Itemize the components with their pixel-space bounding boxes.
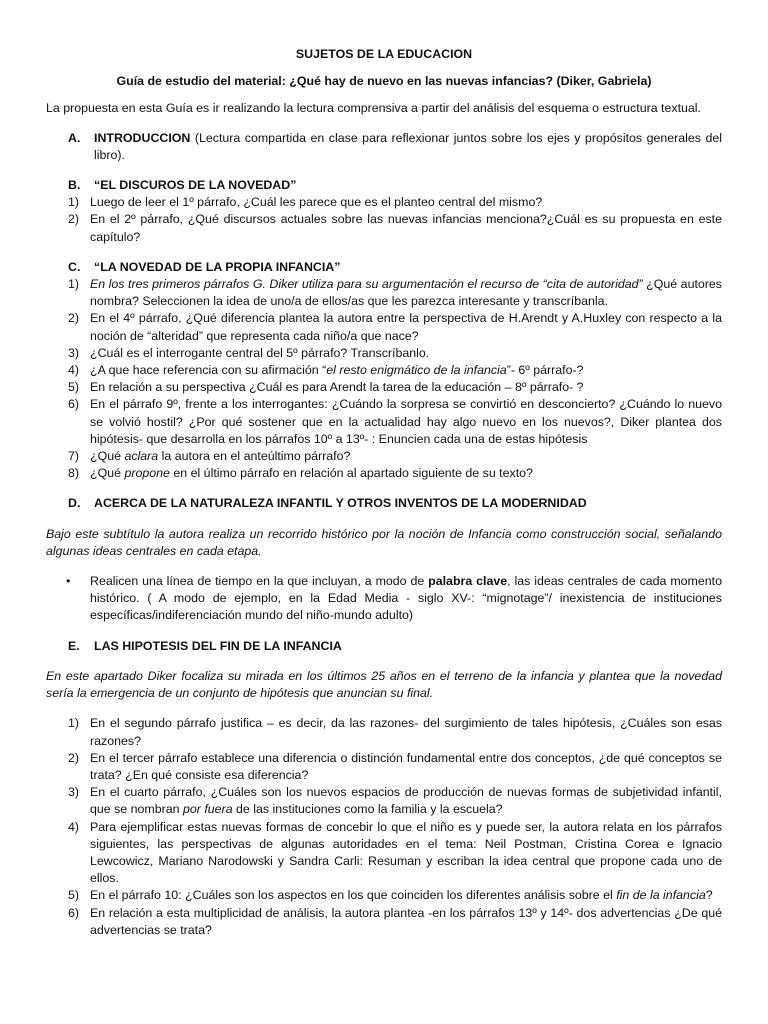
item-number: 8) — [68, 466, 80, 481]
section-a-text — [94, 130, 722, 164]
item-text-b: la autora en el anteúltimo párrafo? — [158, 449, 351, 464]
item-italic-text: fin de la infancia — [616, 888, 706, 903]
document-subtitle: Guía de estudio del material: ¿Qué hay de nuevo en las nuevas infancias? (Diker, Gabriela) — [116, 74, 652, 89]
section-e-paragraph: En este apartado Diker focaliza su mirada en los últimos 25 años en el terreno de la infancia y plantea que la novedad sería la emergencia de un conjunto de hipótesis que anuncian su final. — [46, 668, 722, 701]
bullet-text — [90, 573, 722, 625]
section-a — [68, 130, 722, 164]
section-a-desc: (Lectura compartida en clase para reflexionar juntos sobre los ejes y propósitos generales del libro). — [94, 130, 722, 162]
item-text: En el tercer párrafo establece una diferencia o distinción fundamental entre dos conceptos, ¿de qué conceptos se trata? ¿En qué consiste esa diferencia? — [90, 750, 722, 782]
list-item — [46, 310, 722, 344]
item-number: 1) — [68, 195, 80, 210]
item-text-a: ¿Qué — [90, 449, 125, 464]
item-text: Luego de leer el 1º párrafo, ¿Cuál les parece que es el planteo central del mismo? — [90, 195, 543, 210]
item-italic-text: propone — [124, 466, 170, 481]
item-number: 4) — [68, 819, 80, 834]
list-item — [46, 276, 722, 310]
section-d-paragraph: Bajo este subtítulo la autora realiza un recorrido histórico por la noción de Infancia como construcción social, señalando algunas ideas centrales en cada etapa. — [46, 526, 722, 558]
item-text — [90, 784, 722, 818]
item-text — [90, 362, 722, 379]
section-d — [68, 495, 722, 512]
list-item — [46, 194, 722, 211]
list-item — [46, 362, 722, 379]
item-italic-text: aclara — [124, 449, 159, 464]
list-item — [46, 887, 722, 904]
bullet-icon: • — [66, 574, 71, 589]
section-b — [68, 177, 722, 194]
intro-paragraph: La propuesta en esta Guía es ir realizando la lectura comprensiva a partir del análisis del esquema o estructura textual. — [46, 101, 701, 116]
list-item — [46, 784, 722, 818]
section-heading: “EL DISCUROS DE LA NOVEDAD” — [94, 178, 297, 193]
section-c — [68, 259, 722, 276]
bullet-text-b: , las ideas centrales de cada momento histórico. ( A modo de ejemplo, en la Edad Media - siglo XV-: “mignotage”/ inexistencia de instituciones específicas/indiferenciación mundo del niño-mundo adulto) — [90, 574, 722, 623]
section-letter: C. — [68, 259, 81, 274]
item-number: 1) — [68, 277, 80, 292]
item-number: 5) — [68, 380, 80, 395]
section-heading: INTRODUCCION — [94, 130, 191, 145]
item-number: 6) — [68, 905, 80, 920]
item-text-b: en el último párrafo en relación al apartado siguiente de su texto? — [169, 466, 533, 481]
item-text: Para ejemplificar estas nuevas formas de concebir lo que el niño es y puede ser, la autora relata en los párrafos siguientes, las perspectivas de algunas autoridades en el tema: Neil Postman, Cristina Corea e Ignacio Lewcowicz, Mariano Narodowski y Sandra Carli: Resuman y escriban la idea central que propone cada uno de ellos. — [90, 819, 722, 886]
item-number: 2) — [68, 750, 80, 765]
list-item — [46, 819, 722, 888]
item-italic-text: el resto enigmático de la infancia — [326, 363, 507, 378]
section-heading: ACERCA DE LA NATURALEZA INFANTIL Y OTROS INVENTOS DE LA MODERNIDAD — [94, 496, 587, 511]
item-text: ¿Cuál es el interrogante central del 5º párrafo? Transcríbanlo. — [90, 345, 430, 360]
section-letter: D. — [68, 496, 81, 511]
item-text — [90, 887, 722, 904]
bullet-bold-text: palabra clave — [428, 574, 508, 589]
list-item — [46, 448, 722, 465]
list-item — [46, 750, 722, 784]
bullet-item — [46, 573, 722, 625]
item-text-b: ”- 6º párrafo-? — [506, 363, 584, 378]
item-italic-text: En los tres primeros párrafos G. Diker utiliza para su argumentación el recurso de “cita de autoridad” — [90, 277, 643, 292]
item-number: 1) — [68, 716, 80, 731]
list-item — [46, 345, 722, 362]
item-number: 3) — [68, 785, 80, 800]
item-text-b: ? — [705, 888, 713, 903]
list-item — [46, 211, 722, 245]
section-letter: B. — [68, 178, 81, 193]
list-item — [46, 905, 722, 939]
section-e — [68, 638, 722, 655]
section-heading: “LA NOVEDAD DE LA PROPIA INFANCIA” — [94, 259, 341, 274]
item-text-a: En el cuarto párrafo, ¿Cuáles son los nuevos espacios de producción de nuevas formas de subjetividad infantil, que se nombran — [90, 785, 722, 817]
item-text: En el párrafo 9º, frente a los interrogantes: ¿Cuándo la sorpresa se convirtió en desconcierto? ¿Cuándo lo nuevo se volvió hostil? ¿Por qué sostener que en la actualidad hay algo nuevo en los nuevos?, Diker plantea dos hipótesis- que desarrolla en los párrafos 10º a 13º- : Enuncien cada una de estas hipótesis — [90, 397, 722, 446]
item-number: 2) — [68, 212, 80, 227]
item-text-a: ¿Qué — [90, 466, 125, 481]
item-text — [90, 465, 722, 482]
item-number: 2) — [68, 311, 80, 326]
item-text: En el 4º párrafo, ¿Qué diferencia plantea la autora entre la perspectiva de H.Arendt y A.Huxley con respecto a la noción de “alteridad” que representa cada niño/a que nace? — [90, 311, 722, 343]
item-number: 7) — [68, 449, 80, 464]
section-heading: LAS HIPOTESIS DEL FIN DE LA INFANCIA — [94, 638, 342, 653]
list-item — [46, 396, 722, 448]
document-title: SUJETOS DE LA EDUCACION — [295, 47, 473, 61]
list-item — [46, 379, 722, 396]
item-text-b: de las instituciones como la familia y la escuela? — [232, 802, 503, 817]
list-item — [46, 465, 722, 482]
item-text: En relación a esta multiplicidad de análisis, la autora plantea -en los párrafos 13º y 14º- dos advertencias ¿De qué advertencias se trata? — [90, 905, 722, 937]
section-letter: E. — [68, 638, 80, 653]
item-text — [90, 448, 722, 465]
item-number: 6) — [68, 397, 80, 412]
item-number: 5) — [68, 888, 80, 903]
item-number: 3) — [68, 345, 80, 360]
item-text-a: En el párrafo 10: ¿Cuáles son los aspectos en los que coinciden los diferentes análisis sobre el — [90, 888, 617, 903]
item-text: En el 2º párrafo, ¿Qué discursos actuales sobre las nuevas infancias menciona?¿Cuál es su propuesta en este capítulo? — [90, 212, 722, 244]
item-number: 4) — [68, 363, 80, 378]
item-text — [90, 276, 722, 310]
item-text: En relación a su perspectiva ¿Cuál es para Arendt la tarea de la educación – 8º párrafo- ? — [90, 380, 584, 395]
item-italic-text: por fuera — [183, 802, 233, 817]
section-letter: A. — [68, 130, 81, 145]
item-text-a: ¿A que hace referencia con su afirmación “ — [90, 363, 327, 378]
item-text: En el segundo párrafo justifica – es decir, da las razones- del surgimiento de tales hipótesis, ¿Cuáles son esas razones? — [90, 716, 722, 748]
list-item — [46, 715, 722, 749]
bullet-text-a: Realicen una línea de tiempo en la que incluyan, a modo de — [90, 574, 429, 589]
item-rest-text: ¿Qué autores nombra? Seleccionen la idea de uno/a de ellos/as que les parezca interesante y transcríbanla. — [90, 277, 723, 309]
